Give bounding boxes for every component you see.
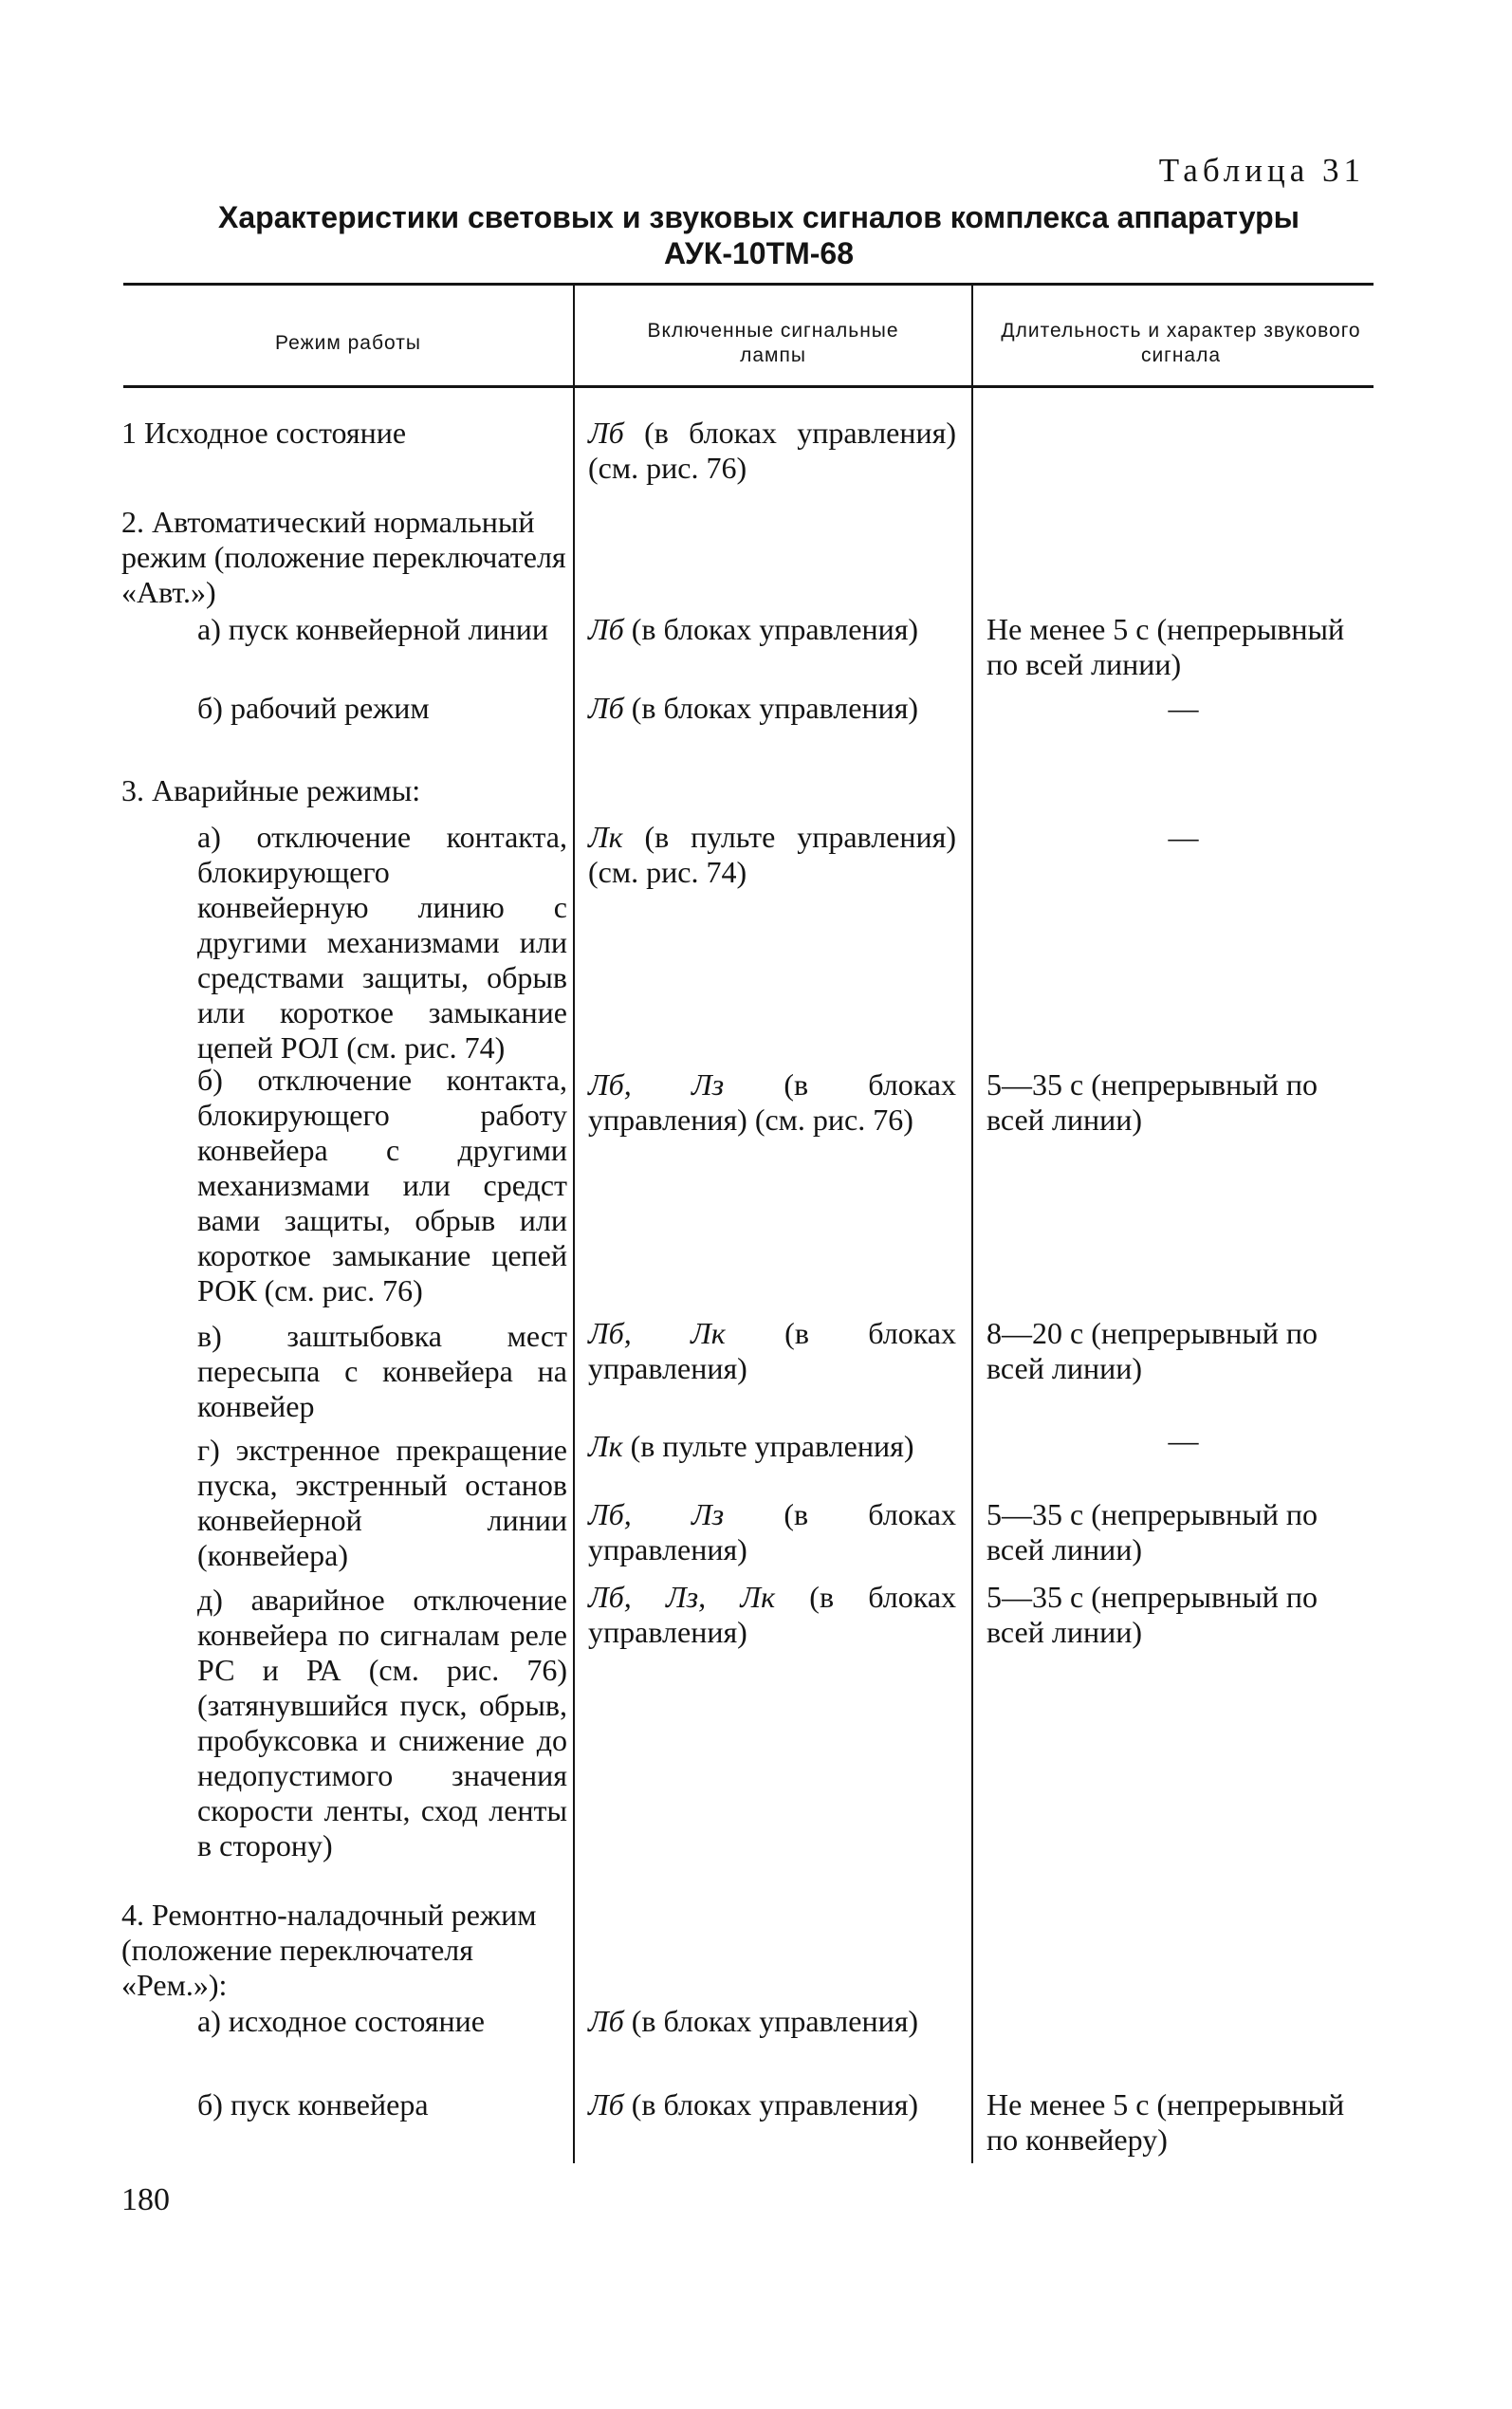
lamp-code: Лб, Лк [588, 1316, 726, 1350]
lamp-code: Лб [588, 2087, 624, 2122]
row-1-lamps [588, 416, 956, 486]
row-2b-sound: — [1168, 691, 1199, 725]
lamp-code: Лб, Лз [588, 1497, 725, 1531]
lamp-text: (в блоках управления) [631, 691, 919, 725]
title-line-2: АУК-10ТМ-68 [663, 236, 855, 270]
row-3g-sound-2: 5—35 с (непрерывный по всей линии) [986, 1497, 1318, 1566]
lamp-text: (в блоках управления) [588, 1316, 957, 1385]
row-3g-lamps-2 [588, 1497, 956, 1567]
title-line-1: Характеристики световых и звуковых сигналов комплекса аппаратуры [218, 200, 1300, 234]
row-3a-mode: а) отключение контакта, блокирующего конвейерную линию с другими механизмами или средствами защиты, обрыв или короткое замыкание цепей РОЛ (см. рис. 74) [197, 820, 567, 1065]
lamp-text: (в блоках управления) [631, 2004, 919, 2038]
row-3d-sound: 5—35 с (непрерывный по всей линии) [986, 1580, 1318, 1649]
row-3v-mode: в) заштыбовка мест пересыпа с конвейера на конвейер [197, 1319, 567, 1423]
row-3v-sound: 8—20 с (непрерывный по всей линии) [986, 1316, 1318, 1385]
table-title [142, 199, 1375, 271]
column-divider-2 [971, 285, 973, 2163]
row-4-mode: 4. Ремонтно-наладочный режим (положение переключателя «Рем.»): [121, 1898, 537, 2002]
row-3a-lamps [588, 820, 956, 890]
row-3a-sound: — [1168, 820, 1199, 854]
lamp-code: Лб, Лз, Лк [588, 1580, 776, 1614]
lamp-code: Лб [588, 416, 624, 450]
header-bottom-rule [123, 385, 1374, 388]
row-3g-mode: г) экстренное прекращение пуска, экстренный останов конвейерной линии (конвейера) [197, 1433, 567, 1572]
lamp-text: (в пульте управления) (см. рис. 74) [588, 820, 956, 889]
lamp-code: Лб [588, 2004, 624, 2038]
row-4a-lamps [588, 2004, 956, 2039]
column-divider-1 [573, 285, 575, 2163]
lamp-code: Лк [588, 1429, 623, 1463]
header-lamps: Включенные сигнальные лампы [647, 320, 899, 366]
top-rule [123, 283, 1374, 286]
row-3d-lamps [588, 1580, 956, 1650]
lamp-code: Лк [588, 820, 623, 854]
row-4b-sound: Не менее 5 с (непрерывный по конвейеру) [986, 2087, 1345, 2157]
row-1-mode: 1 Исходное состояние [121, 416, 407, 450]
row-3b-mode: б) отключение контакта, блокирующего работу конвейера с другими механизмами или средст вами защиты, обрыв или короткое замыкание цепей РОК (см. рис. 76) [197, 1063, 567, 1307]
row-4b-mode: б) пуск конвейера [197, 2087, 429, 2122]
row-2a-sound: Не менее 5 с (непрерывный по всей линии) [986, 612, 1345, 681]
row-3g-sound-1: — [1168, 1423, 1199, 1457]
lamp-text: (в блоках управления) [588, 1497, 957, 1566]
row-4a-mode: а) исходное состояние [197, 2004, 485, 2038]
lamp-text: (в блоках управления) (см. рис. 76) [588, 416, 956, 485]
header-sound: Длительность и характер звукового сигнала [1001, 320, 1361, 366]
lamp-text: (в блоках управления) [631, 612, 919, 646]
row-2b-lamps [588, 691, 956, 726]
header-mode: Режим работы [275, 332, 421, 354]
row-2b-mode: б) рабочий режим [197, 691, 430, 725]
lamp-code: Лб, Лз [588, 1067, 725, 1102]
row-4b-lamps [588, 2087, 956, 2122]
row-3v-lamps [588, 1316, 956, 1386]
lamp-text: (в блоках управления) [631, 2087, 919, 2122]
row-3b-lamps [588, 1067, 956, 1138]
row-3g-lamps-1 [588, 1429, 956, 1464]
lamp-text: (в пульте управления) [630, 1429, 914, 1463]
lamp-code: Лб [588, 691, 624, 725]
lamp-text: (в блоках управления) (см. рис. 76) [588, 1067, 957, 1137]
row-2a-mode: а) пуск конвейерной линии [197, 612, 548, 646]
lamp-text: (в блоках управления) [588, 1580, 957, 1649]
row-3-mode: 3. Аварийные режимы: [121, 773, 421, 807]
lamp-code: Лб [588, 612, 624, 646]
row-3d-mode: д) аварийное отключение конвейера по сигналам реле РС и РА (см. рис. 76) (затянувшийся пуск, обрыв, пробуксовка и снижение до недопустимого значения скорости ленты, сход ленты в сторону) [197, 1583, 567, 1862]
row-2a-lamps [588, 612, 956, 647]
row-3b-sound: 5—35 с (непрерывный по всей линии) [986, 1067, 1318, 1137]
page-number: 180 [121, 2182, 170, 2217]
row-2-mode: 2. Автоматический нормальный режим (положение переключателя «Авт.») [121, 505, 566, 609]
table-label: Таблица 31 [1158, 152, 1365, 189]
